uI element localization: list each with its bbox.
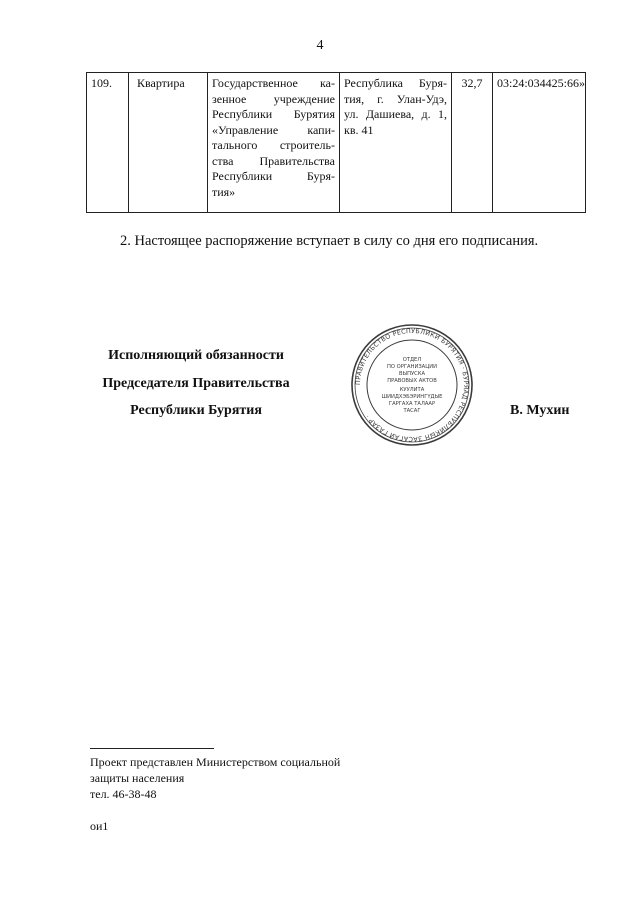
signatory-title-line: Председателя Правительства xyxy=(102,376,290,391)
owner-line: тия» xyxy=(212,184,236,199)
footer-line: Проект представлен Министерством социальной xyxy=(90,755,341,769)
svg-text:ПРАВИТЕЛЬСТВО РЕСПУБЛИКИ БУРЯТ xyxy=(355,328,469,442)
effective-date-paragraph: 2. Настоящее распоряжение вступает в силу со дня его подписания. xyxy=(120,233,539,249)
owner-line: «Управление капи- xyxy=(212,122,335,137)
seal-text-line: ОТДЕЛ xyxy=(402,357,422,363)
signatory-title-line: Республики Бурятия xyxy=(130,403,262,418)
row-number: 109. xyxy=(87,73,129,213)
table-row xyxy=(87,73,586,213)
seal-text-line: ШИИДХЭБЭРИНГҮДЫЕ xyxy=(381,394,443,400)
property-table xyxy=(86,72,586,213)
area-cell: 32,7 xyxy=(452,73,493,213)
document-code: ои1 xyxy=(90,819,109,833)
seal-text-line: ТАСАГ xyxy=(403,408,421,414)
cadastral-number: 03:24:034425:66» xyxy=(493,73,586,213)
seal-ring-text: ПРАВИТЕЛЬСТВО РЕСПУБЛИКИ БУРЯТИЯ · БУРЯАД РЕСПУБЛИКЫН ЗАСАГАЙ ГАЗАР · xyxy=(354,327,470,443)
owner-line: тального строитель- xyxy=(212,138,335,152)
address-line: Республика Буря- xyxy=(344,76,447,90)
footer-line: защиты населения xyxy=(90,771,185,785)
owner-line: Республики Бурятия xyxy=(212,107,335,121)
address-cell xyxy=(340,73,452,213)
owner-cell xyxy=(208,73,340,213)
owner-line: Государственное ка- xyxy=(212,76,335,90)
address-line: тия, г. Улан-Удэ, xyxy=(344,91,447,106)
owner-line: Республики Буря- xyxy=(212,169,335,183)
signatory-title-line: Исполняющий обязанности xyxy=(108,348,284,363)
owner-line: ства Правительства xyxy=(212,153,335,168)
property-type: Квартира xyxy=(129,73,208,213)
official-seal xyxy=(350,323,474,447)
seal-text-line: КУУЛИТА xyxy=(399,387,425,393)
seal-text-line: ПРАВОВЫХ АКТОВ xyxy=(387,378,437,384)
signatory-name: В. Мухин xyxy=(510,403,570,418)
address-line: ул. Дашиева, д. 1, xyxy=(344,107,447,121)
address-line: кв. 41 xyxy=(344,122,374,137)
seal-text-line: ПО ОРГАНИЗАЦИИ xyxy=(386,364,438,370)
owner-line: зенное учреждение xyxy=(212,91,335,106)
page-number: 4 xyxy=(316,38,324,53)
footer-divider xyxy=(90,748,214,749)
footer-line: тел. 46-38-48 xyxy=(90,787,157,801)
seal-text-line: ГАРГАХА ТАЛААР xyxy=(388,401,436,407)
seal-text-line: ВЫПУСКА xyxy=(398,371,426,377)
